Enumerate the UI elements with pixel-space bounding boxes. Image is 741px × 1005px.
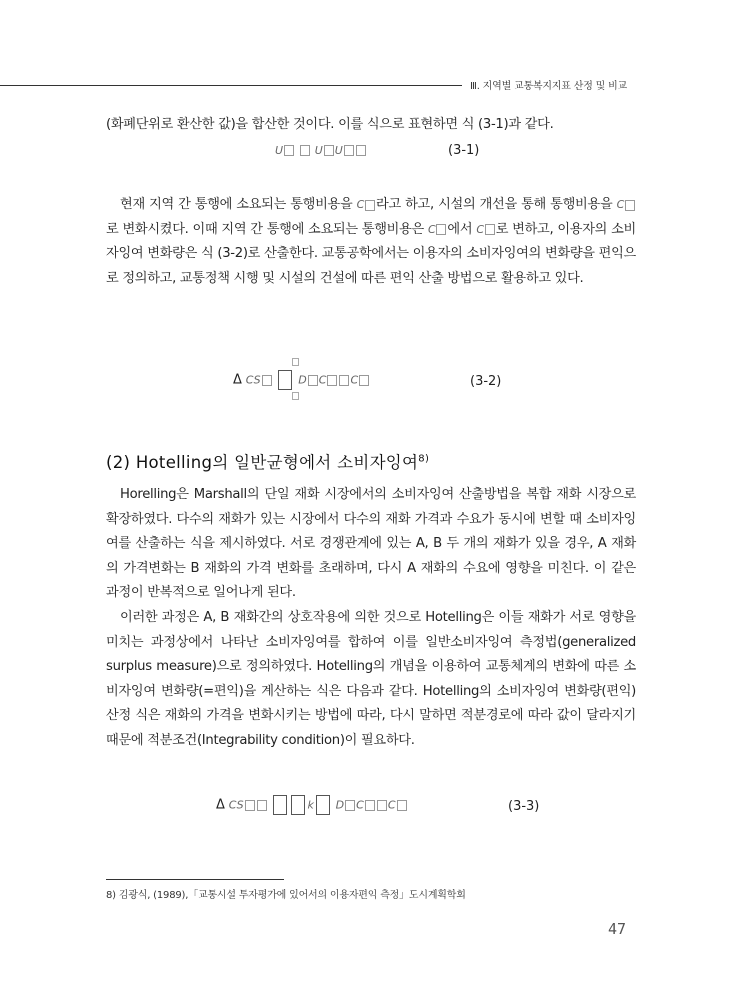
section-heading: (2) Hotelling의 일반균형에서 소비자잉여$^{8)}$	[106, 453, 430, 472]
running-header: Ⅲ. 지역별 교통복지지표 산정 및 비교	[470, 81, 628, 92]
integral-symbol	[278, 370, 292, 390]
p2-part-c: 로 변화시켰다. 이때 지역 간 통행에 소요되는 통행비용은	[106, 221, 424, 237]
cost-symbol-3: C	[428, 223, 447, 236]
p2-part-d: 에서	[447, 221, 473, 237]
cost-symbol-1: C	[357, 198, 376, 211]
p2-part-e: 로 변하고, 이용자의 소비자잉여 변화량은 식 (3-2)로 산출한다. 교통공학에서는 이용자의 소비자잉여의 변화량을 편익으로 정의하고, 교통정책 시행 및 시설의 건설에 따른 편익 산출 방법으로 활용하고 있다.	[106, 221, 636, 286]
cost-symbol-2: C	[617, 198, 636, 211]
footnote: 8) 김광식, (1989),「교통시설 투자평가에 있어서의 이용자편익 측정」도시계획학회	[106, 890, 466, 901]
delta-symbol-2: Δ	[216, 797, 225, 813]
p2-part-a: 현재 지역 간 통행에 소요되는 통행비용을	[120, 197, 353, 212]
paragraph-1: (화폐단위로 환산한 값)을 합산한 것이다. 이를 식으로 표현하면 식 (3-1)과 같다.	[106, 117, 554, 132]
page-number: 47	[608, 920, 627, 938]
equation-3-1-number: (3-1)	[448, 143, 480, 158]
footnote-ref: 8)	[418, 453, 430, 465]
delta-symbol: Δ	[233, 372, 242, 388]
sum-symbol	[273, 795, 287, 815]
paragraph-3: Horelling은 Marshall의 단일 재화 시장에서의 소비자잉여 산출방법을 복합 재화 시장으로 확장하였다. 다수의 재화가 있는 시장에서 다수의 재화 가격과 수요가 동시에 변할 때 소비자잉여를 산출하는 식을 제시하였다. 서로 경쟁관계에 있는 A, B 두 개의 재화가 있을 경우, A 재화의 가격변화는 B 재화의 가격 변화를 초래하며, 다시 A 재화의 수요에 영향을 미친다. 이 같은 과정이 반복적으로 일어나게 된다.	[106, 487, 636, 600]
equation-3-2: Δ CS D C C	[233, 370, 370, 390]
paragraph-4: 이러한 과정은 A, B 재화간의 상호작용에 의한 것으로 Hotelling은 이들 재화가 서로 영향을 미치는 과정상에서 나타난 소비자잉여를 합하여 이를 일반소비자잉여 측정법(generalized surplus measure)으로 정의하였다. Hotelling의 개념을 이용하여 교통체계의 변화에 따른 소비자잉여 변화량(=편익)을 계산하는 식은 다음과 같다. Hotelling의 소비자잉여 변화량(편익) 산정 식은 재화의 가격을 변화시키는 방법에 따라, 다시 말하면 적분경로에 따라 값이 달라지기 때문에 적분조건(Integrability condition)이 필요하다.	[106, 610, 636, 748]
footnote-rule	[106, 879, 284, 880]
header-rule	[0, 85, 462, 86]
p2-part-b: 라고 하고, 시설의 개선을 통해 통행비용을	[376, 197, 613, 212]
integral-symbol-2	[316, 795, 330, 815]
sum-symbol-2	[291, 795, 305, 815]
equation-3-1: U U U	[275, 143, 367, 157]
equation-3-2-number: (3-2)	[470, 374, 502, 389]
equation-3-3-number: (3-3)	[508, 799, 540, 814]
paragraph-2	[106, 193, 636, 291]
cost-symbol-4: C	[476, 223, 495, 236]
equation-3-3: Δ CS k D C C	[216, 795, 408, 815]
